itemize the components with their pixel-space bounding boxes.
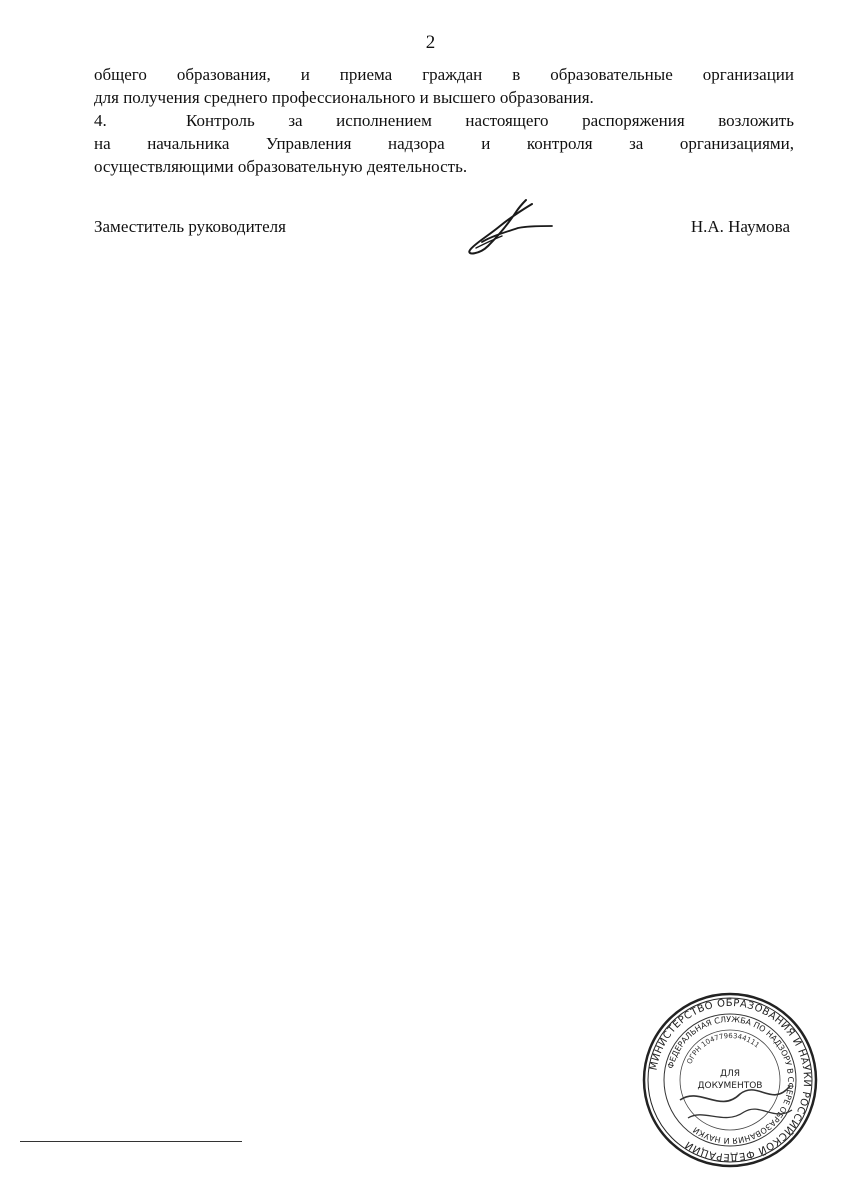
signer-name: Н.А. Наумова [690,217,790,236]
paragraph-number: 4. [94,111,107,130]
handwritten-signature-icon [462,196,562,258]
page-number: 2 [425,32,436,53]
signer-title: Заместитель руководителя [94,217,286,236]
svg-text:ОГРН 1047796344111 [685,1032,760,1065]
body-text-line: Контроль за исполнением настоящего распоряжения возложить [186,111,794,130]
footnote-divider [20,1141,242,1142]
paragraph-4 [94,110,794,132]
body-text-line: для получения среднего профессионального и высшего образования. [94,88,594,107]
body-text-line: общего образования, и приема граждан в образовательные организации [94,65,794,84]
stamp-inner-text: ФЕДЕРАЛЬНАЯ СЛУЖБА ПО НАДЗОРУ В СФЕРЕ ОБРАЗОВАНИЯ И НАУКИ [666,1014,796,1146]
stamp-ogrn: ОГРН 1047796344111 [685,1031,761,1066]
stamp-center-line2: ДОКУМЕНТОВ [697,1081,763,1091]
stamp-outer-text: МИНИСТЕРСТВО ОБРАЗОВАНИЯ И НАУКИ РОССИЙСКОЙ ФЕДЕРАЦИИ [648,997,813,1163]
official-seal-icon [640,990,820,1170]
body-text-line: на начальника Управления надзора и контроля за организациями, [94,134,794,153]
body-text-line: осуществляющими образовательную деятельность. [94,157,468,176]
stamp-center-line1: ДЛЯ [719,1069,741,1079]
